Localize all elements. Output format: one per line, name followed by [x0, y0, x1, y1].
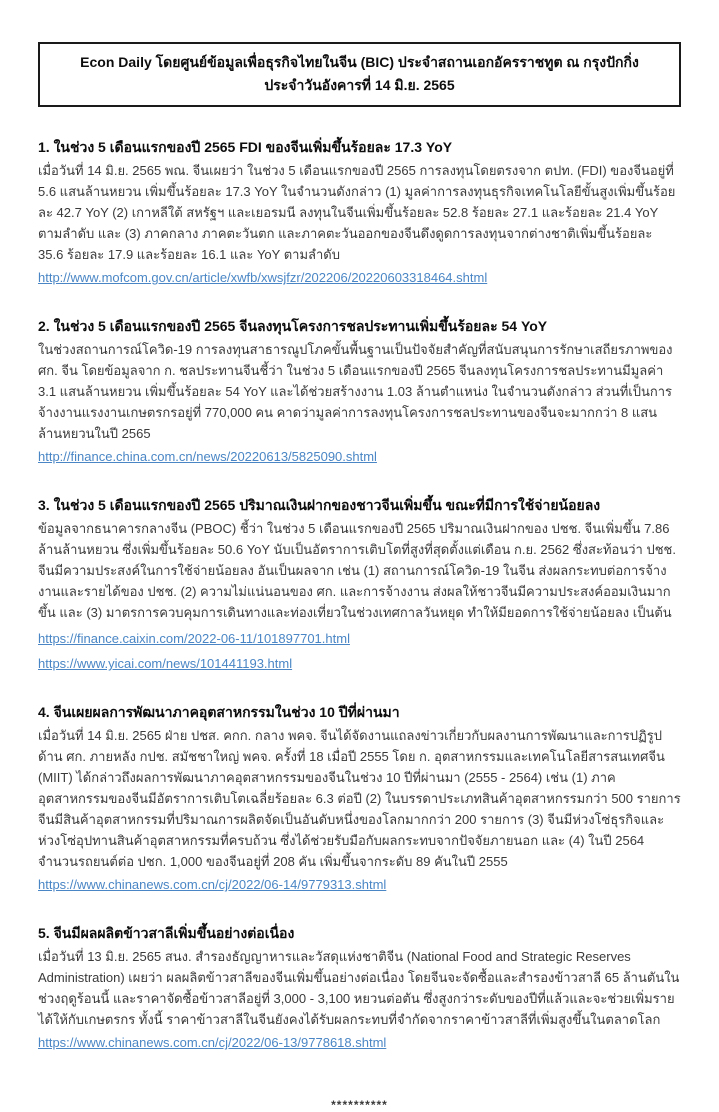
section-5-heading: 5. จีนมีผลผลิตข้าวสาลีเพิ่มขึ้นอย่างต่อเนื่อง [38, 925, 295, 941]
header-box [38, 42, 681, 107]
section-2-link[interactable]: http://finance.china.com.cn/news/20220613/5825090.shtml [38, 449, 377, 464]
section-3-link-2[interactable]: https://www.yicai.com/news/101441193.html [38, 656, 293, 671]
section-3-heading: 3. ในช่วง 5 เดือนแรกของปี 2565 ปริมาณเงินฝากของชาวจีนเพิ่มขึ้น ขณะที่มีการใช้จ่ายน้อยลง [38, 497, 601, 513]
section-4-body: เมื่อวันที่ 14 มิ.ย. 2565 ฝ่าย ปชส. คกก. กลาง พคจ. จีนได้จัดงานแถลงข่าวเกี่ยวกับผลงานการพัฒนาและการปฏิรูปด้าน ศก. ภายหลัง กปช. สมัชชาใหญ่ พคจ. ครั้งที่ 18 เมื่อปี 2555 โดย ก. อุตสาหกรรมและเทคโนโลยีสารสนเทศจีน (MIIT) ได้กล่าวถึงผลการพัฒนาภาคอุตสาหกรรมของจีนในช่วง 10 ปีที่ผ่านมา (2555 - 2564) เช่น (1) ภาคอุตสาหกรรมของจีนมีอัตราการเติบโตเฉลี่ยร้อยละ 6.3 ต่อปี (2) ในบรรดาประเภทสินค้าอุตสาหกรรมกว่า 500 รายการ จีนมีสินค้าอุตสาหกรรมที่ปริมาณการผลิตจัดเป็นอันดับหนึ่งของโลกมากกว่า 200 รายการ (3) จีนมีห่วงโซ่ธุรกิจและห่วงโซ่อุปทานสินค้าอุตสาหกรรมที่ครบถ้วน ซึ่งได้ช่วยรับมือกับผลกระทบจากปัจจัยภายนอก และ (4) ในปี 2564 จำนวนรถยนต์ต่อ ปชก. 1,000 ของจีนอยู่ที่ 208 คัน เพิ่มขึ้นจากระดับ 89 คันในปี 2555 [38, 728, 681, 869]
header-title-line1: Econ Daily โดยศูนย์ข้อมูลเพื่อธุรกิจไทยในจีน (BIC) ประจำสถานเอกอัครราชทูต ณ กรุงปักกิ่ง [80, 54, 639, 70]
footer-separator: ********** [331, 1098, 388, 1112]
section-4-link[interactable]: https://www.chinanews.com.cn/cj/2022/06-14/9779313.shtml [38, 877, 387, 892]
section-5 [38, 923, 681, 1052]
header-title-line2: ประจำวันอังคารที่ 14 มิ.ย. 2565 [264, 77, 455, 93]
section-1-body: เมื่อวันที่ 14 มิ.ย. 2565 พณ. จีนเผยว่า ในช่วง 5 เดือนแรกของปี 2565 การลงทุนโดยตรงจาก ตปท. (FDI) ของจีนอยู่ที่ 5.6 แสนล้านหยวน เพิ่มขึ้นร้อยละ 17.3 YoY ในจำนวนดังกล่าว (1) มูลค่าการลงทุนธุรกิจเทคโนโลยีขั้นสูงเพิ่มขึ้นร้อยละ 42.7 YoY (2) เกาหลีใต้ สหรัฐฯ และเยอรมนี ลงทุนในจีนเพิ่มขึ้นร้อยละ 52.8 ร้อยละ 27.1 และร้อยละ 21.4 YoY ตามลำดับ และ (3) ภาคกลาง ภาคตะวันตก และภาคตะวันออกของจีนดึงดูดการลงทุนจากต่างชาติเพิ่มขึ้นร้อยละ 35.6 ร้อยละ 17.9 และร้อยละ 16.1 และ YoY ตามลำดับ [38, 163, 676, 262]
section-4 [38, 702, 681, 894]
section-1-link[interactable]: http://www.mofcom.gov.cn/article/xwfb/xwsjfzr/202206/20220603318464.shtml [38, 270, 488, 285]
section-1 [38, 137, 681, 287]
section-3-links [38, 629, 681, 673]
section-2 [38, 316, 681, 466]
section-2-heading: 2. ในช่วง 5 เดือนแรกของปี 2565 จีนลงทุนโครงการชลประทานเพิ่มขึ้นร้อยละ 54 YoY [38, 318, 548, 334]
section-5-body: เมื่อวันที่ 13 มิ.ย. 2565 สนง. สำรองธัญญาหารและวัสดุแห่งชาติจีน (National Food and Strategic Reserves Administration) เผยว่า ผลผลิตข้าวสาลีของจีนเพิ่มขึ้นอย่างต่อเนื่อง โดยจีนจะจัดซื้อและสำรองข้าวสาลี 65 ล้านตันในช่วงฤดูร้อนนี้ และราคาจัดซื้อข้าวสาลีอยู่ที่ 3,000 - 3,100 หยวนต่อตัน ซึ่งสูงกว่าระดับของปีที่แล้วและจะช่วยเพิ่มรายได้ให้กับเกษตรกร ทั้งนี้ ราคาข้าวสาลีในจีนยังคงได้รับผลกระทบที่จำกัดจากราคาข้าวสาลีที่เพิ่มสูงขึ้นในตลาดโลก [38, 949, 680, 1027]
section-3-link-1[interactable]: https://finance.caixin.com/2022-06-11/101897701.html [38, 631, 350, 646]
section-5-link[interactable]: https://www.chinanews.com.cn/cj/2022/06-13/9778618.shtml [38, 1035, 387, 1050]
section-3-body: ข้อมูลจากธนาคารกลางจีน (PBOC) ชี้ว่า ในช่วง 5 เดือนแรกของปี 2565 ปริมาณเงินฝากของ ปชช. จีนเพิ่มขึ้น 7.86 ล้านล้านหยวน ซึ่งเพิ่มขึ้นร้อยละ 50.6 YoY นับเป็นอัตราการเติบโตที่สูงที่สุดตั้งแต่เดือน ก.ย. 2562 ซึ่งสะท้อนว่า ปชช. จีนมีความประสงค์ในการใช้จ่ายน้อยลง อันเป็นผลจาก เช่น (1) สถานการณ์โควิด-19 ในจีน ส่งผลกระทบต่อการจ้างงานและรายได้ของ ปชช. (2) ความไม่แน่นอนของ ศก. และการจ้างงาน ส่งผลให้ชาวจีนมีความประสงค์ออมเงินมากขึ้น และ (3) มาตรการควบคุมการเดินทางและท่องเที่ยวในช่วงเทศกาลวันหยุด ทำให้มียอดการใช้จ่ายน้อยลง เป็นต้น [38, 521, 676, 620]
section-2-body: ในช่วงสถานการณ์โควิด-19 การลงทุนสาธารณูปโภคขั้นพื้นฐานเป็นปัจจัยสำคัญที่สนับสนุนการรักษาเสถียรภาพของ ศก. จีน โดยข้อมูลจาก ก. ชลประทานจีนชี้ว่า ในช่วง 5 เดือนแรกของปี 2565 จีนลงทุนโครงการชลประทานมีมูลค่า 3.1 แสนล้านหยวน เพิ่มขึ้นร้อยละ 54 YoY และได้ช่วยสร้างงาน 1.03 ล้านตำแหน่ง ในจำนวนดังกล่าว ส่วนที่เป็นการจ้างงานแรงงานเกษตรกรอยู่ที่ 770,000 คน คาดว่ามูลค่าการลงทุนโครงการชลประทานของจีนจะมากกว่า 8 แสนล้านหยวนในปี 2565 [38, 342, 673, 441]
section-3 [38, 495, 681, 673]
section-4-heading: 4. จีนเผยผลการพัฒนาภาคอุตสาหกรรมในช่วง 10 ปีที่ผ่านมา [38, 704, 400, 720]
section-1-heading: 1. ในช่วง 5 เดือนแรกของปี 2565 FDI ของจีนเพิ่มขึ้นร้อยละ 17.3 YoY [38, 139, 453, 155]
